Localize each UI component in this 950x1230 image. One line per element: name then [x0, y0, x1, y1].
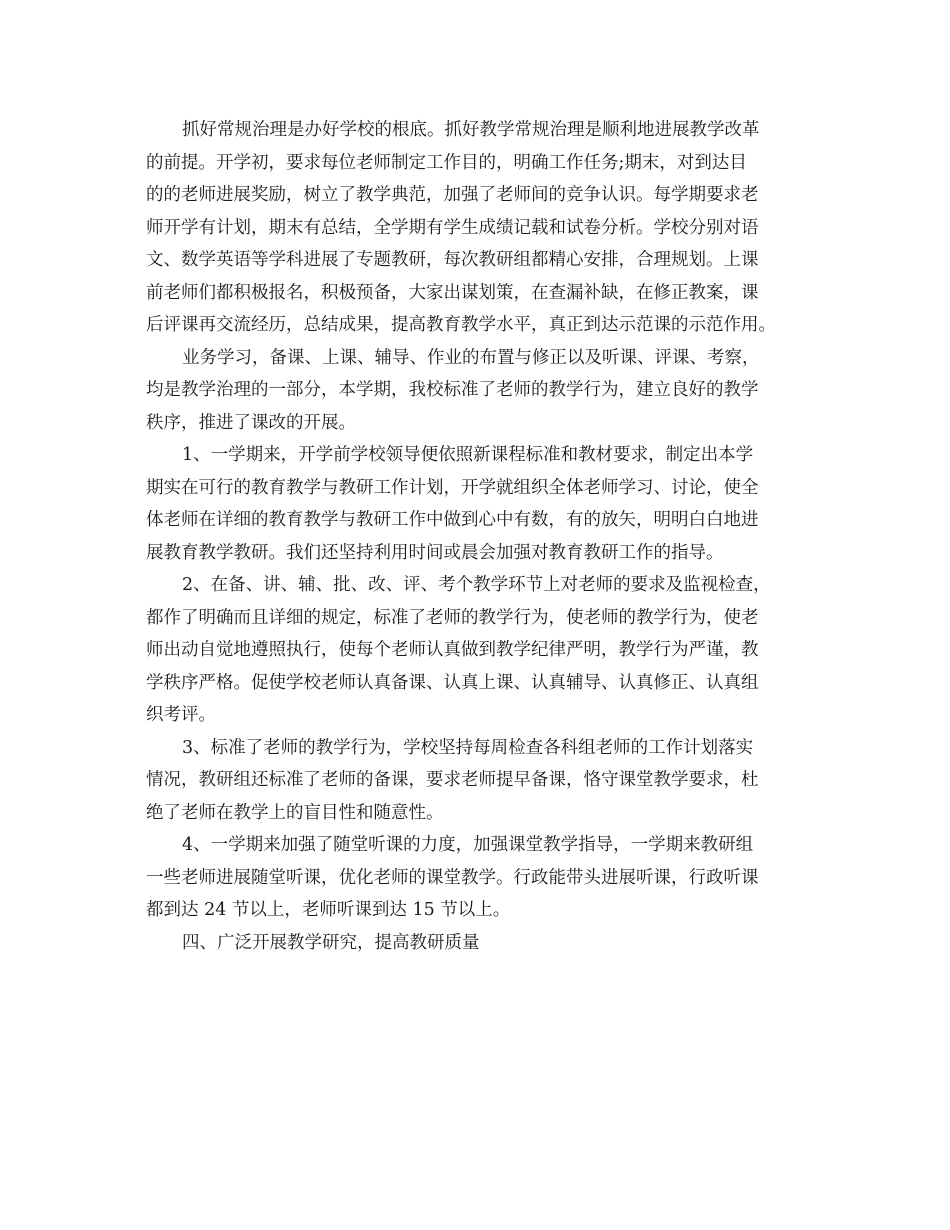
text-line: 绝了老师在教学上的盲目性和随意性。 [146, 802, 444, 823]
text-line: 都作了明确而且详细的规定，标准了老师的教学行为，使老师的教学行为，使老 [146, 607, 759, 628]
text-line: 都到达 24 节以上，老师听课到达 15 节以上。 [146, 900, 511, 920]
paragraph [146, 342, 806, 440]
text-line: 前老师们都积极报名，积极预备，大家出谋划策，在查漏补缺，在修正教案，课 [146, 282, 759, 303]
paragraph [146, 439, 806, 569]
paragraph [146, 732, 806, 830]
text-line: 展教育教学教研。我们还坚持利用时间或晨会加强对教育教研工作的指导。 [146, 542, 724, 563]
text-line: 师出动自觉地遵照执行，使每个老师认真做到教学纪律严明，教学行为严谨，教 [146, 640, 759, 660]
text-line: 抓好常规治理是办好学校的根底。抓好教学常规治理是顺利地进展教学改革 [182, 120, 760, 140]
text-line: 的前提。开学初，要求每位老师制定工作目的，明确工作任务;期末，对到达目 [146, 152, 747, 173]
paragraph [146, 569, 806, 732]
heading-line: 四、广泛开展教学研究，提高教研质量 [182, 932, 480, 953]
text-line: 文、数学英语等学科进展了专题教研，每次教研组都精心安排，合理规划。上课 [146, 250, 759, 270]
text-line: 学秩序严格。促使学校老师认真备课、认真上课、认真辅导、认真修正、认真组 [146, 672, 759, 693]
text-line: 业务学习，备课、上课、辅导、作业的布置与修正以及听课、评课、考察， [182, 347, 760, 368]
text-line: 期实在可行的教育教学与教研工作计划，开学就组织全体老师学习、讨论，使全 [146, 477, 759, 498]
text-line: 均是教学治理的一部分，本学期，我校标准了老师的教学行为，建立良好的教学 [146, 380, 759, 400]
text-line: 后评课再交流经历，总结成果，提高教育教学水平，真正到达示范课的示范作用。 [146, 315, 776, 335]
text-line: 的的老师进展奖励，树立了教学典范，加强了老师间的竞争认识。每学期要求老 [146, 185, 759, 205]
paragraph [146, 829, 806, 927]
text-line: 一些老师进展随堂听课，优化老师的课堂教学。行政能带头进展听课，行政听课 [146, 867, 759, 888]
text-line: 师开学有计划，期末有总结，全学期有学生成绩记载和试卷分析。学校分别对语 [146, 217, 759, 238]
text-line: 织考评。 [146, 705, 216, 725]
section-heading [146, 927, 806, 960]
text-line: 秩序，推进了课改的开展。 [146, 412, 356, 433]
text-line: 1、一学期来，开学前学校领导便依照新课程标准和教材要求，制定出本学 [182, 445, 754, 465]
text-line: 情况，教研组还标准了老师的备课，要求老师提早备课，恪守课堂教学要求，杜 [146, 770, 759, 790]
text-line: 2、在备、讲、辅、批、改、评、考个教学环节上对老师的要求及监视检查， [182, 575, 771, 595]
text-line: 体老师在详细的教育教学与教研工作中做到心中有数，有的放矢，明明白白地进 [146, 510, 759, 530]
text-line: 4、一学期来加强了随堂听课的力度，加强课堂教学指导，一学期来教研组 [182, 835, 754, 855]
document-body [146, 114, 806, 959]
paragraph [146, 114, 806, 342]
text-line: 3、标准了老师的教学行为，学校坚持每周检查各科组老师的工作计划落实 [182, 737, 754, 758]
